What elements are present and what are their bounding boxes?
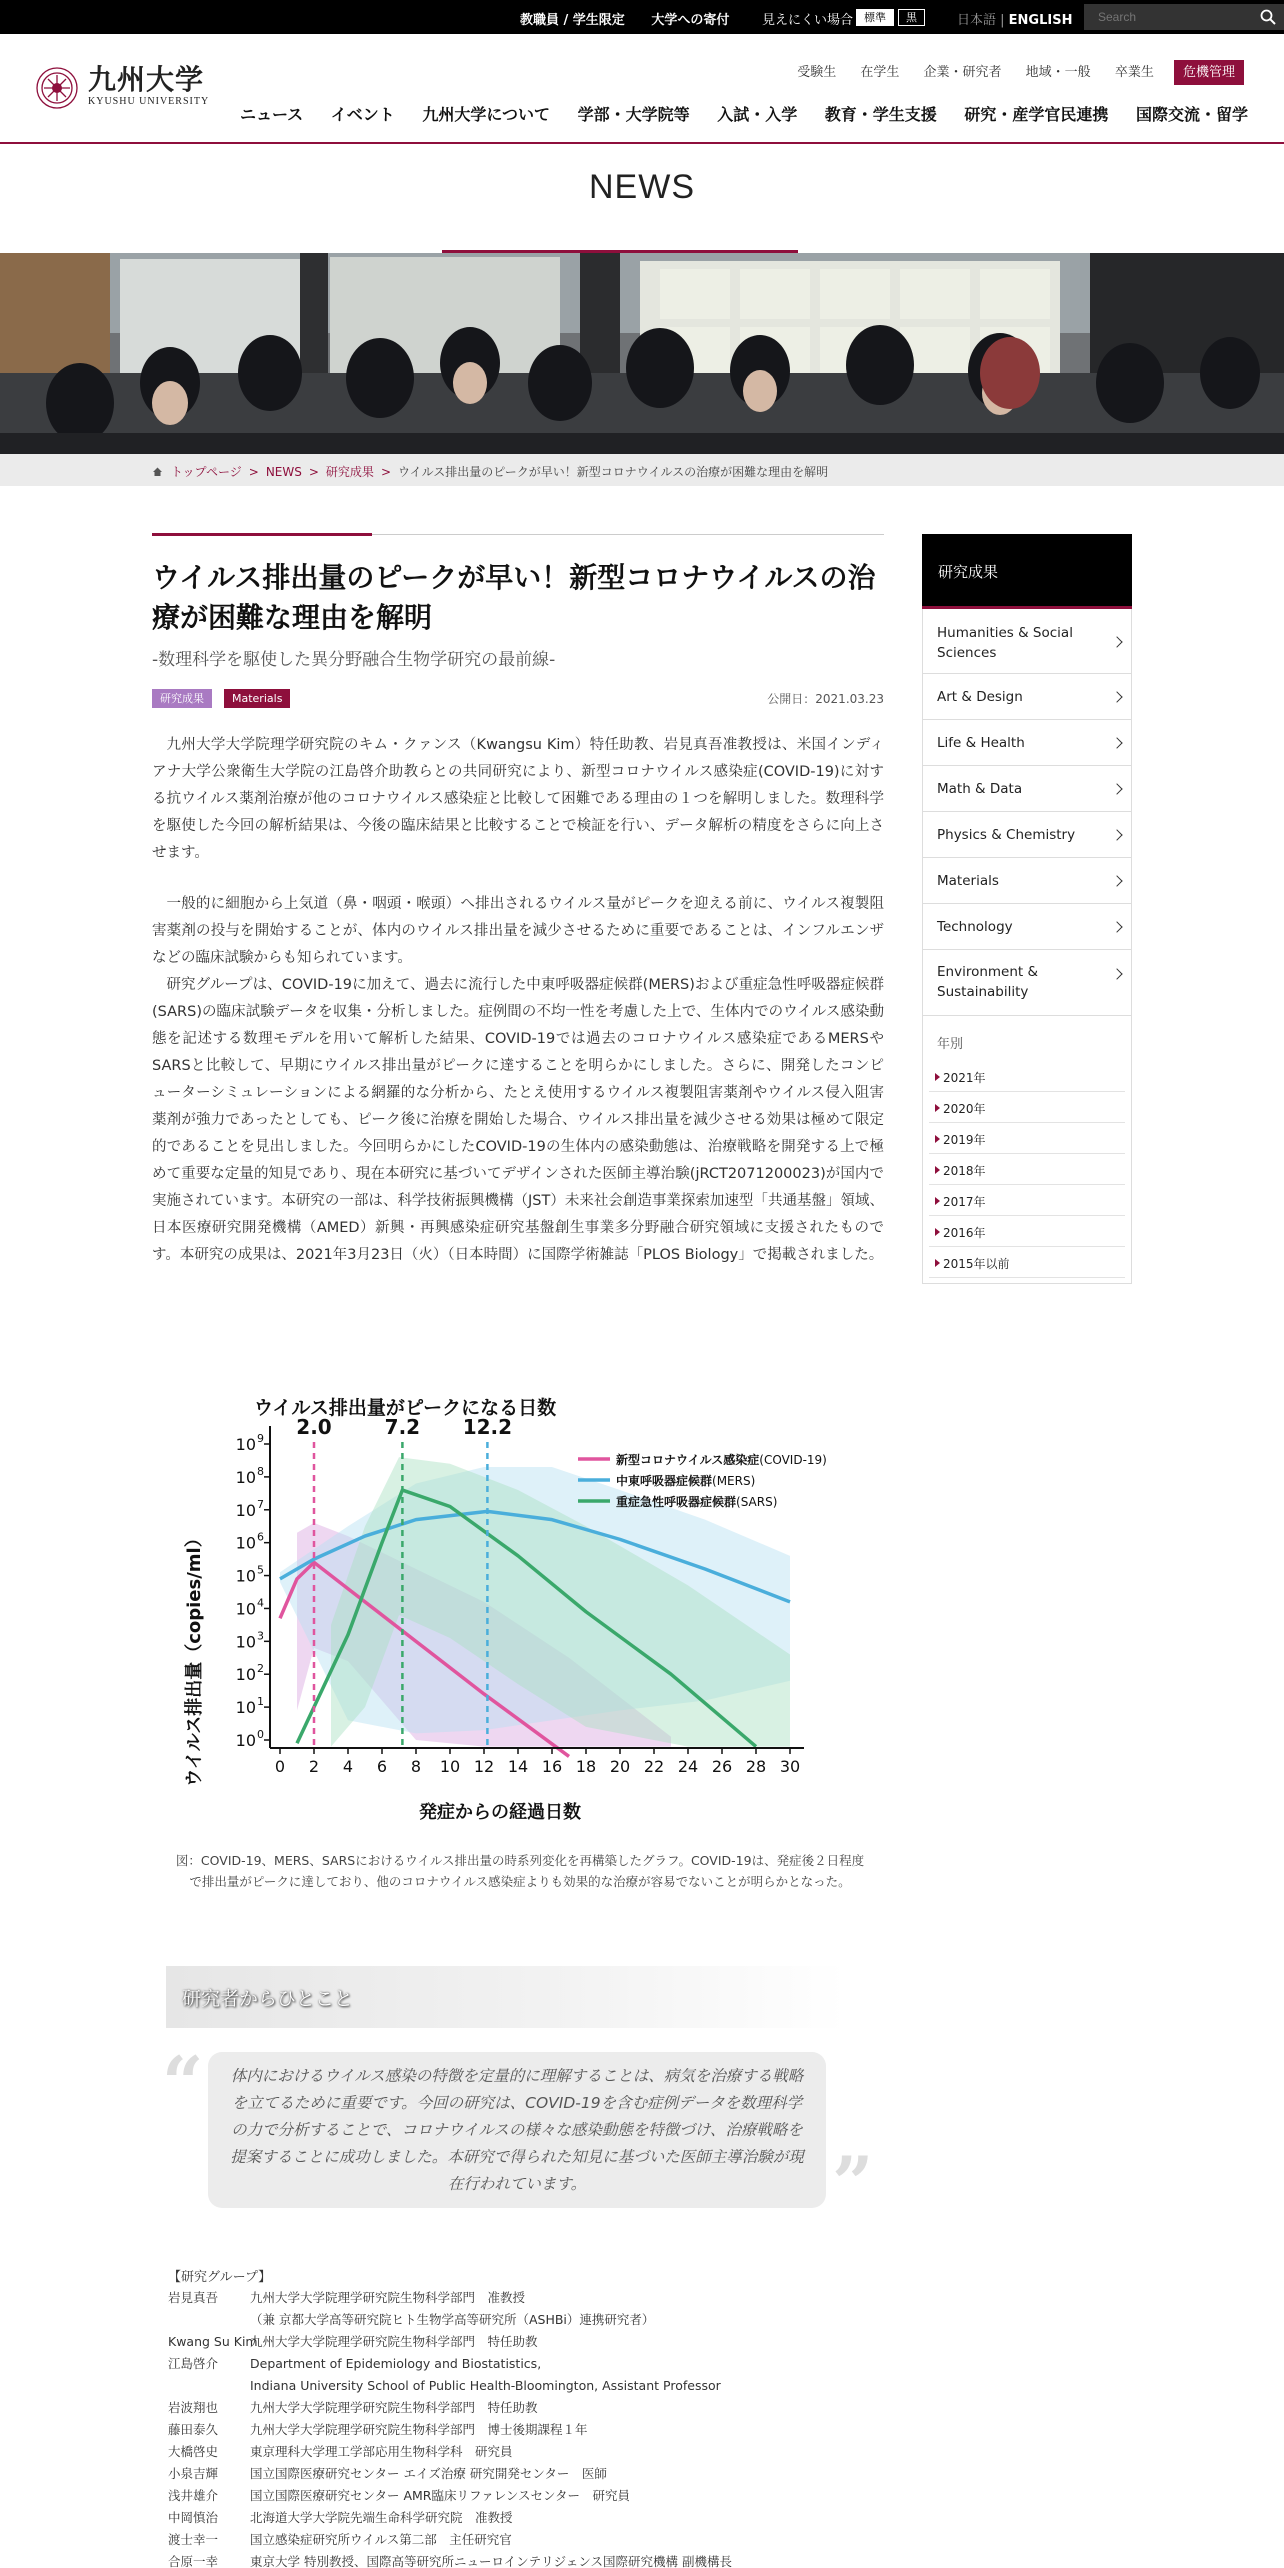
- y-tick-exponent: 8: [257, 1464, 264, 1478]
- y-tick-exponent: 1: [257, 1695, 264, 1709]
- sidebar-heading[interactable]: [922, 534, 1132, 609]
- year-link-2017[interactable]: 2017年: [929, 1185, 1125, 1216]
- caret-icon: [935, 1228, 940, 1236]
- article-paragraph-3: 研究グループは、COVID-19に加えて、過去に流行した中東呼吸器症候群(MERS)および重症急性呼吸器症候群(SARS)の臨床試験データを収集・分析しました。症例間の不均一性を考慮した上で、生体内でのウイルス感染動態を記述する数理モデルを用いて解析した結果、COVID-19では過去のコロナウイルス感染症であるMERSやSARSと比較して、早期にウイルス排出量がピークに達することを明らかにしました。さらに、開発したコンピューターシミュレーションによる網羅的な分析から、たとえ使用するウイルス複製阻害薬剤やウイルス侵入阻害薬剤が強力であったとしても、ピーク後に治療を開始した場合、ウイルス排出量を減少させる効果は極めて限定的であることを見出しました。今回明らかにしたCOVID-19の生体内の感染動態は、治療戦略を開発する上で極めて重要な定量的知見であり、現在本研究に基づいてデザインされた医師主導治験(jRCT2071200023)が国内で実施されています。本研究の一部は、科学技術振興機構（JST）未来社会創造事業探索加速型「共通基盤」領域、日本医療研究開発機構（AMED）新興・再興感染症研究基盤創生事業多分野融合研究領域に支援されたものです。本研究の成果は、2021年3月23日（火）（日本時間）に国際学術雑誌「PLOS Biology」で掲載されました。: [152, 977, 884, 1263]
- x-tick-label: 12: [473, 1757, 495, 1776]
- article-subtitle: -数理科学を駆使した異分野融合生物学研究の最前線-: [152, 650, 556, 670]
- top-links: [520, 9, 751, 28]
- y-tick-exponent: 2: [257, 1662, 264, 1676]
- top-bar: [0, 0, 1284, 34]
- sidebar-item-art-design[interactable]: Art & Design: [923, 674, 1131, 720]
- viral-load-chart: [170, 1388, 870, 1828]
- home-icon: [152, 466, 163, 477]
- contrast-standard-button[interactable]: 標準: [856, 9, 894, 26]
- chart-caption: 図：COVID-19、MERS、SARSにおけるウイルス排出量の時系列変化を再構築したグラフ。COVID-19は、発症後２日程度で排出量がピークに達しており、他のコロナウイルス感染症よりも効果的な治療が容易でないことが明らかとなった。: [175, 1853, 865, 1889]
- researcher-comment-title: 研究者からひとこと: [182, 1988, 354, 2010]
- main-nav: [218, 102, 1248, 125]
- audience-companies[interactable]: 企業・研究者: [923, 65, 1002, 80]
- x-tick-label: 10: [439, 1757, 461, 1776]
- researcher-comment-heading: [166, 1966, 846, 2028]
- article-rule-accent: [152, 533, 372, 536]
- y-tick-label: 10: [235, 1435, 256, 1454]
- y-tick-label: 10: [235, 1599, 256, 1619]
- x-tick-label: 22: [643, 1757, 665, 1776]
- search-icon[interactable]: [1260, 9, 1276, 25]
- y-tick-exponent: 0: [257, 1728, 264, 1741]
- researcher-quote-text: 体内におけるウイルス感染の特徴を定量的に理解することは、病気を治療する戦略を立てるために重要です。今回の研究は、COVID-19を含む症例データを数理科学の力で分析することで、コロナウイルスの様々な感染動態を特徴づけ、治療戦略を提案することに成功しました。本研究で得られた知見に基づいた医師主導治験が現在行われています。: [230, 2067, 804, 2193]
- chevron-right-icon: [1111, 829, 1122, 840]
- page-title: NEWS: [589, 168, 695, 206]
- lang-english-link[interactable]: ENGLISH: [1008, 13, 1073, 28]
- sidebar-item-math-data[interactable]: Math & Data: [923, 766, 1131, 812]
- legend-label-0: 新型コロナウイルス感染症(COVID-19): [616, 1453, 827, 1467]
- sidebar-item-life-health[interactable]: Life & Health: [923, 720, 1131, 766]
- caret-icon: [935, 1197, 940, 1205]
- sidebar-item-humanities[interactable]: Humanities & Social Sciences: [923, 612, 1131, 674]
- nav-education[interactable]: 教育・学生支援: [824, 105, 937, 124]
- x-tick-label: 8: [410, 1757, 422, 1776]
- x-tick-label: 30: [779, 1757, 801, 1776]
- sidebar-heading-label: 研究成果: [938, 563, 999, 581]
- y-tick-label: 10: [235, 1731, 256, 1750]
- research-group-title: 【研究グループ】: [168, 2270, 272, 2285]
- y-tick-label: 10: [235, 1533, 256, 1553]
- breadcrumb: トップページ > NEWS > 研究成果 > ウイルス排出量のピークが早い！新型コロナウイルスの治療が困難な理由を解明: [0, 454, 1284, 486]
- y-tick-label: 10: [235, 1698, 256, 1718]
- x-tick-label: 16: [541, 1757, 563, 1776]
- y-tick-exponent: 3: [257, 1629, 264, 1643]
- lang-japanese[interactable]: 日本語 |: [957, 13, 1005, 28]
- tag-research-results[interactable]: 研究成果: [152, 689, 212, 708]
- sidebar: [922, 534, 1132, 1284]
- peak-label-2: 12.2: [462, 1415, 513, 1439]
- peak-label-1: 7.2: [384, 1415, 421, 1439]
- y-tick-exponent: 7: [257, 1497, 264, 1511]
- search-box: [1084, 4, 1284, 30]
- sidebar-item-physics-chemistry[interactable]: Physics & Chemistry: [923, 812, 1131, 858]
- tag-materials[interactable]: Materials: [224, 689, 290, 708]
- article-paragraph-2: 一般的に細胞から上気道（鼻・咽頭・喉頭）へ排出されるウイルス量がピークを迎える前に、ウイルス複製阻害薬剤の投与を開始することが、体内のウイルス排出量を減少させるために重要であることは、インフルエンザなどの臨床試験からも知られています。: [152, 896, 884, 966]
- article-paragraph-1: 九州大学大学院理学研究院のキム・クァンス（Kwangsu Kim）特任助教、岩見真吾准教授は、米国インディアナ大学公衆衛生大学院の江島啓介助教らとの共同研究により、新型コロナウイルス感染症(COVID-19)に対する抗ウイルス薬剤治療が他のコロナウイルス感染症と比較して困難である理由の１つを解明しました。数理科学を駆使した今回の解析結果は、今後の臨床結果と比較することで検証を行い、データ解析の精度をさらに向上させます。: [152, 737, 884, 861]
- logo-english: KYUSHU UNIVERSITY: [88, 96, 210, 107]
- university-logo[interactable]: [88, 64, 209, 107]
- open-quote-icon: “: [162, 2040, 204, 2125]
- chevron-right-icon: [1111, 783, 1122, 794]
- staff-student-link[interactable]: 教職員 / 学生限定: [520, 13, 625, 28]
- caret-icon: [935, 1073, 940, 1081]
- chevron-right-icon: [1111, 921, 1122, 932]
- y-tick-exponent: 4: [257, 1596, 264, 1610]
- nav-research[interactable]: 研究・産学官民連携: [964, 105, 1109, 124]
- year-link-2016[interactable]: 2016年: [929, 1216, 1125, 1247]
- audience-nav: [777, 61, 1244, 80]
- y-tick-label: 10: [235, 1566, 256, 1586]
- y-tick-label: 10: [235, 1632, 256, 1652]
- university-emblem-icon[interactable]: [34, 64, 80, 110]
- article-title: ウイルス排出量のピークが早い！新型コロナウイルスの治療が困難な理由を解明: [152, 561, 876, 634]
- chevron-right-icon: [1111, 636, 1122, 647]
- x-tick-label: 4: [342, 1757, 354, 1776]
- logo-japanese: 九州大学: [88, 63, 205, 96]
- peak-label-0: 2.0: [296, 1415, 332, 1439]
- nav-news[interactable]: ニュース: [239, 105, 304, 124]
- close-quote-icon: ”: [832, 2140, 874, 2225]
- hero-photo: [0, 253, 1284, 454]
- chevron-right-icon: [1111, 737, 1122, 748]
- x-tick-label: 14: [507, 1757, 529, 1776]
- breadcrumb-category[interactable]: 研究成果: [325, 465, 374, 479]
- year-link-2015-earlier[interactable]: 2015年以前: [929, 1247, 1125, 1278]
- language-switch: [957, 9, 1072, 28]
- y-tick-exponent: 6: [257, 1530, 264, 1544]
- year-archive-heading: 年別: [937, 1037, 964, 1052]
- x-tick-label: 18: [575, 1757, 597, 1776]
- audience-applicants[interactable]: 受験生: [797, 65, 837, 80]
- y-tick-label: 10: [235, 1467, 256, 1487]
- legend-label-1: 中東呼吸器症候群(MERS): [616, 1474, 756, 1488]
- breadcrumb-news[interactable]: NEWS: [265, 465, 302, 479]
- nav-admissions[interactable]: 入試・入学: [717, 105, 798, 124]
- chevron-right-icon: [1111, 875, 1122, 886]
- x-tick-label: 20: [609, 1757, 631, 1776]
- y-tick-exponent: 5: [257, 1563, 264, 1577]
- caret-icon: [935, 1135, 940, 1143]
- audience-community[interactable]: 地域・一般: [1025, 65, 1091, 80]
- chart-title: ウイルス排出量がピークになる日数: [254, 1397, 557, 1419]
- researcher-quote: [208, 2052, 826, 2208]
- audience-students[interactable]: 在学生: [860, 65, 900, 80]
- nav-international[interactable]: 国際交流・留学: [1135, 105, 1248, 124]
- y-tick-label: 10: [235, 1665, 256, 1685]
- year-link-2019[interactable]: 2019年: [929, 1123, 1125, 1154]
- breadcrumb-home[interactable]: トップページ: [170, 465, 242, 479]
- nav-events[interactable]: イベント: [330, 105, 395, 124]
- contrast-black-button[interactable]: 黒: [898, 9, 925, 26]
- search-input[interactable]: [1084, 4, 1254, 30]
- breadcrumb-current: ウイルス排出量のピークが早い！新型コロナウイルスの治療が困難な理由を解明: [398, 465, 829, 479]
- header-divider: [0, 142, 1284, 144]
- sidebar-item-environment[interactable]: Environment & Sustainability: [923, 950, 1131, 1016]
- year-link-2021[interactable]: 2021年: [929, 1061, 1125, 1092]
- x-tick-label: 24: [677, 1757, 699, 1776]
- year-link-2018[interactable]: 2018年: [929, 1154, 1125, 1185]
- nav-faculties[interactable]: 学部・大学院等: [577, 105, 690, 124]
- x-tick-label: 28: [745, 1757, 767, 1776]
- chevron-right-icon: [1111, 968, 1122, 979]
- x-tick-label: 26: [711, 1757, 733, 1776]
- y-tick-exponent: 9: [257, 1432, 264, 1445]
- contrast-label: 見えにくい場合: [762, 13, 854, 28]
- x-tick-label: 0: [274, 1757, 286, 1776]
- chevron-right-icon: [1111, 691, 1122, 702]
- chart-y-label: ウイルス排出量（copies/ml）: [184, 1529, 205, 1787]
- publish-date: 公開日：2021.03.23: [767, 692, 884, 706]
- sidebar-item-materials[interactable]: Materials: [923, 858, 1131, 904]
- x-tick-label: 2: [308, 1757, 320, 1776]
- y-tick-label: 10: [235, 1500, 256, 1520]
- year-link-2020[interactable]: 2020年: [929, 1092, 1125, 1123]
- crisis-management-button[interactable]: 危機管理: [1174, 60, 1244, 85]
- sidebar-item-technology[interactable]: Technology: [923, 904, 1131, 950]
- audience-alumni[interactable]: 卒業生: [1114, 65, 1154, 80]
- legend-label-2: 重症急性呼吸器症候群(SARS): [616, 1495, 778, 1509]
- x-tick-label: 6: [376, 1757, 388, 1776]
- caret-icon: [935, 1104, 940, 1112]
- donation-link[interactable]: 大学への寄付: [651, 13, 730, 28]
- nav-about[interactable]: 九州大学について: [422, 105, 551, 124]
- caret-icon: [935, 1259, 940, 1267]
- chart-x-label: 発症からの経過日数: [419, 1802, 581, 1823]
- caret-icon: [935, 1166, 940, 1174]
